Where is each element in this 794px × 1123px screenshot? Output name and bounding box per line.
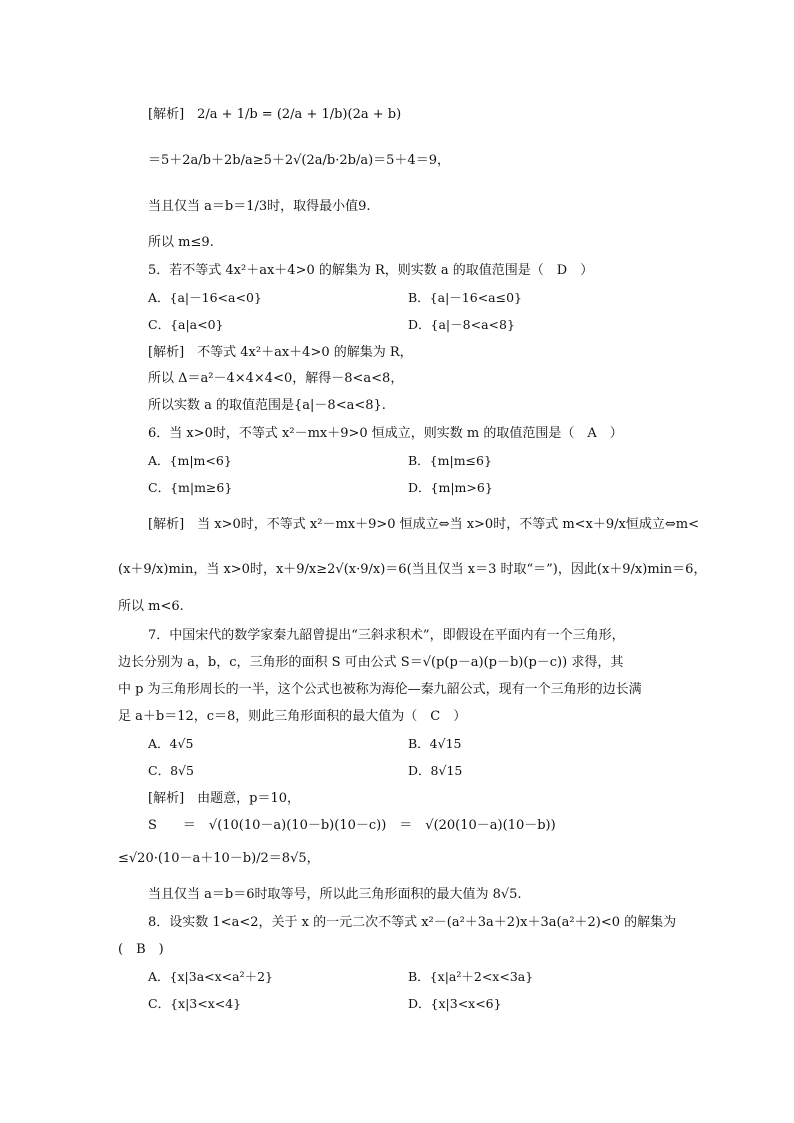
solution-6-line-1: [解析] 当 x>0时，不等式 x²－mx＋9>0 恒成立⇔当 x>0时，不等式 m<x＋9/x恒成立⇔m<	[148, 517, 699, 532]
solution-7-line-3: ≤√20·(10－a＋10－b)/2＝8√5，	[118, 851, 320, 866]
q7-option-c: C．8√5	[148, 763, 194, 778]
solution-5-line-3: 所以实数 a 的取值范围是{a|－8<a<8}.	[148, 398, 386, 413]
solution-7-line-1: [解析] 由题意，p＝10，	[148, 791, 301, 806]
question-7-line-2: 边长分别为 a，b，c，三角形的面积 S 可由公式 S＝√(p(p－a)(p－b)(p－c)) 求得，其	[118, 655, 624, 670]
q6-option-d: D．{m|m>6}	[408, 480, 493, 495]
q7-option-d: D．8√15	[408, 763, 463, 778]
q8-option-c: C．{x|3<x<4}	[148, 996, 242, 1011]
solution-5-line-1: [解析] 不等式 4x²＋ax＋4>0 的解集为 R，	[148, 345, 413, 360]
solution-6-line-3: 所以 m<6.	[118, 599, 184, 614]
solution-7-line-2: S ＝ √(10(10－a)(10－b)(10－c)) ＝ √(20(10－a)(10－b))	[148, 818, 556, 833]
question-6: 6．当 x>0时，不等式 x²－mx＋9>0 恒成立，则实数 m 的取值范围是（ A ）	[148, 426, 623, 441]
q5-option-b: B．{a|－16<a≤0}	[408, 290, 523, 305]
solution-7-line-4: 当且仅当 a＝b＝6时取等号，所以此三角形面积的最大值为 8√5.	[148, 887, 522, 902]
q6-option-c: C．{m|m≥6}	[148, 480, 233, 495]
question-5: 5．若不等式 4x²＋ax＋4>0 的解集为 R，则实数 a 的取值范围是（ D ）	[148, 263, 594, 278]
question-7-line-4: 足 a＋b＝12，c＝8，则此三角形面积的最大值为（ C ）	[118, 709, 467, 724]
question-8-line-2: ( B )	[118, 942, 164, 957]
q7-option-a: A．4√5	[148, 736, 194, 751]
q7-option-b: B．4√15	[408, 736, 462, 751]
q6-option-b: B．{m|m≤6}	[408, 453, 492, 468]
q6-option-a: A．{m|m<6}	[148, 453, 232, 468]
q5-option-a: A．{a|－16<a<0}	[148, 290, 262, 305]
solution-4-line-1: [解析] 2/a + 1/b = (2/a + 1/b)(2a + b)	[148, 107, 402, 122]
solution-4-line-4: 所以 m≤9.	[148, 235, 214, 250]
q8-option-b: B．{x|a²＋2<x<3a}	[408, 969, 534, 984]
solution-4-line-3: 当且仅当 a＝b＝1/3时，取得最小值9.	[148, 199, 371, 214]
q8-option-d: D．{x|3<x<6}	[408, 996, 502, 1011]
solution-6-line-2: (x＋9/x)min，当 x>0时，x＋9/x≥2√(x·9/x)＝6(当且仅当 x＝3 时取“＝”)，因此(x＋9/x)min＝6，	[118, 562, 707, 577]
question-7-line-3: 中 p 为三角形周长的一半，这个公式也被称为海伦—秦九韶公式，现有一个三角形的边长满	[118, 682, 642, 697]
question-8-line-1: 8．设实数 1<a<2，关于 x 的一元二次不等式 x²－(a²＋3a＋2)x＋3a(a²＋2)<0 的解集为	[148, 915, 677, 930]
solution-4-line-2: ＝5＋2a/b＋2b/a≥5＋2√(2a/b·2b/a)＝5＋4＝9，	[148, 153, 450, 168]
solution-5-line-2: 所以 Δ＝a²－4×4×4<0，解得－8<a<8，	[148, 371, 404, 386]
question-7-line-1: 7．中国宋代的数学家秦九韶曾提出“三斜求积术”，即假设在平面内有一个三角形，	[148, 628, 625, 643]
q5-option-d: D．{a|－8<a<8}	[408, 317, 515, 332]
q5-option-c: C．{a|a<0}	[148, 317, 224, 332]
q8-option-a: A．{x|3a<x<a²＋2}	[148, 969, 274, 984]
